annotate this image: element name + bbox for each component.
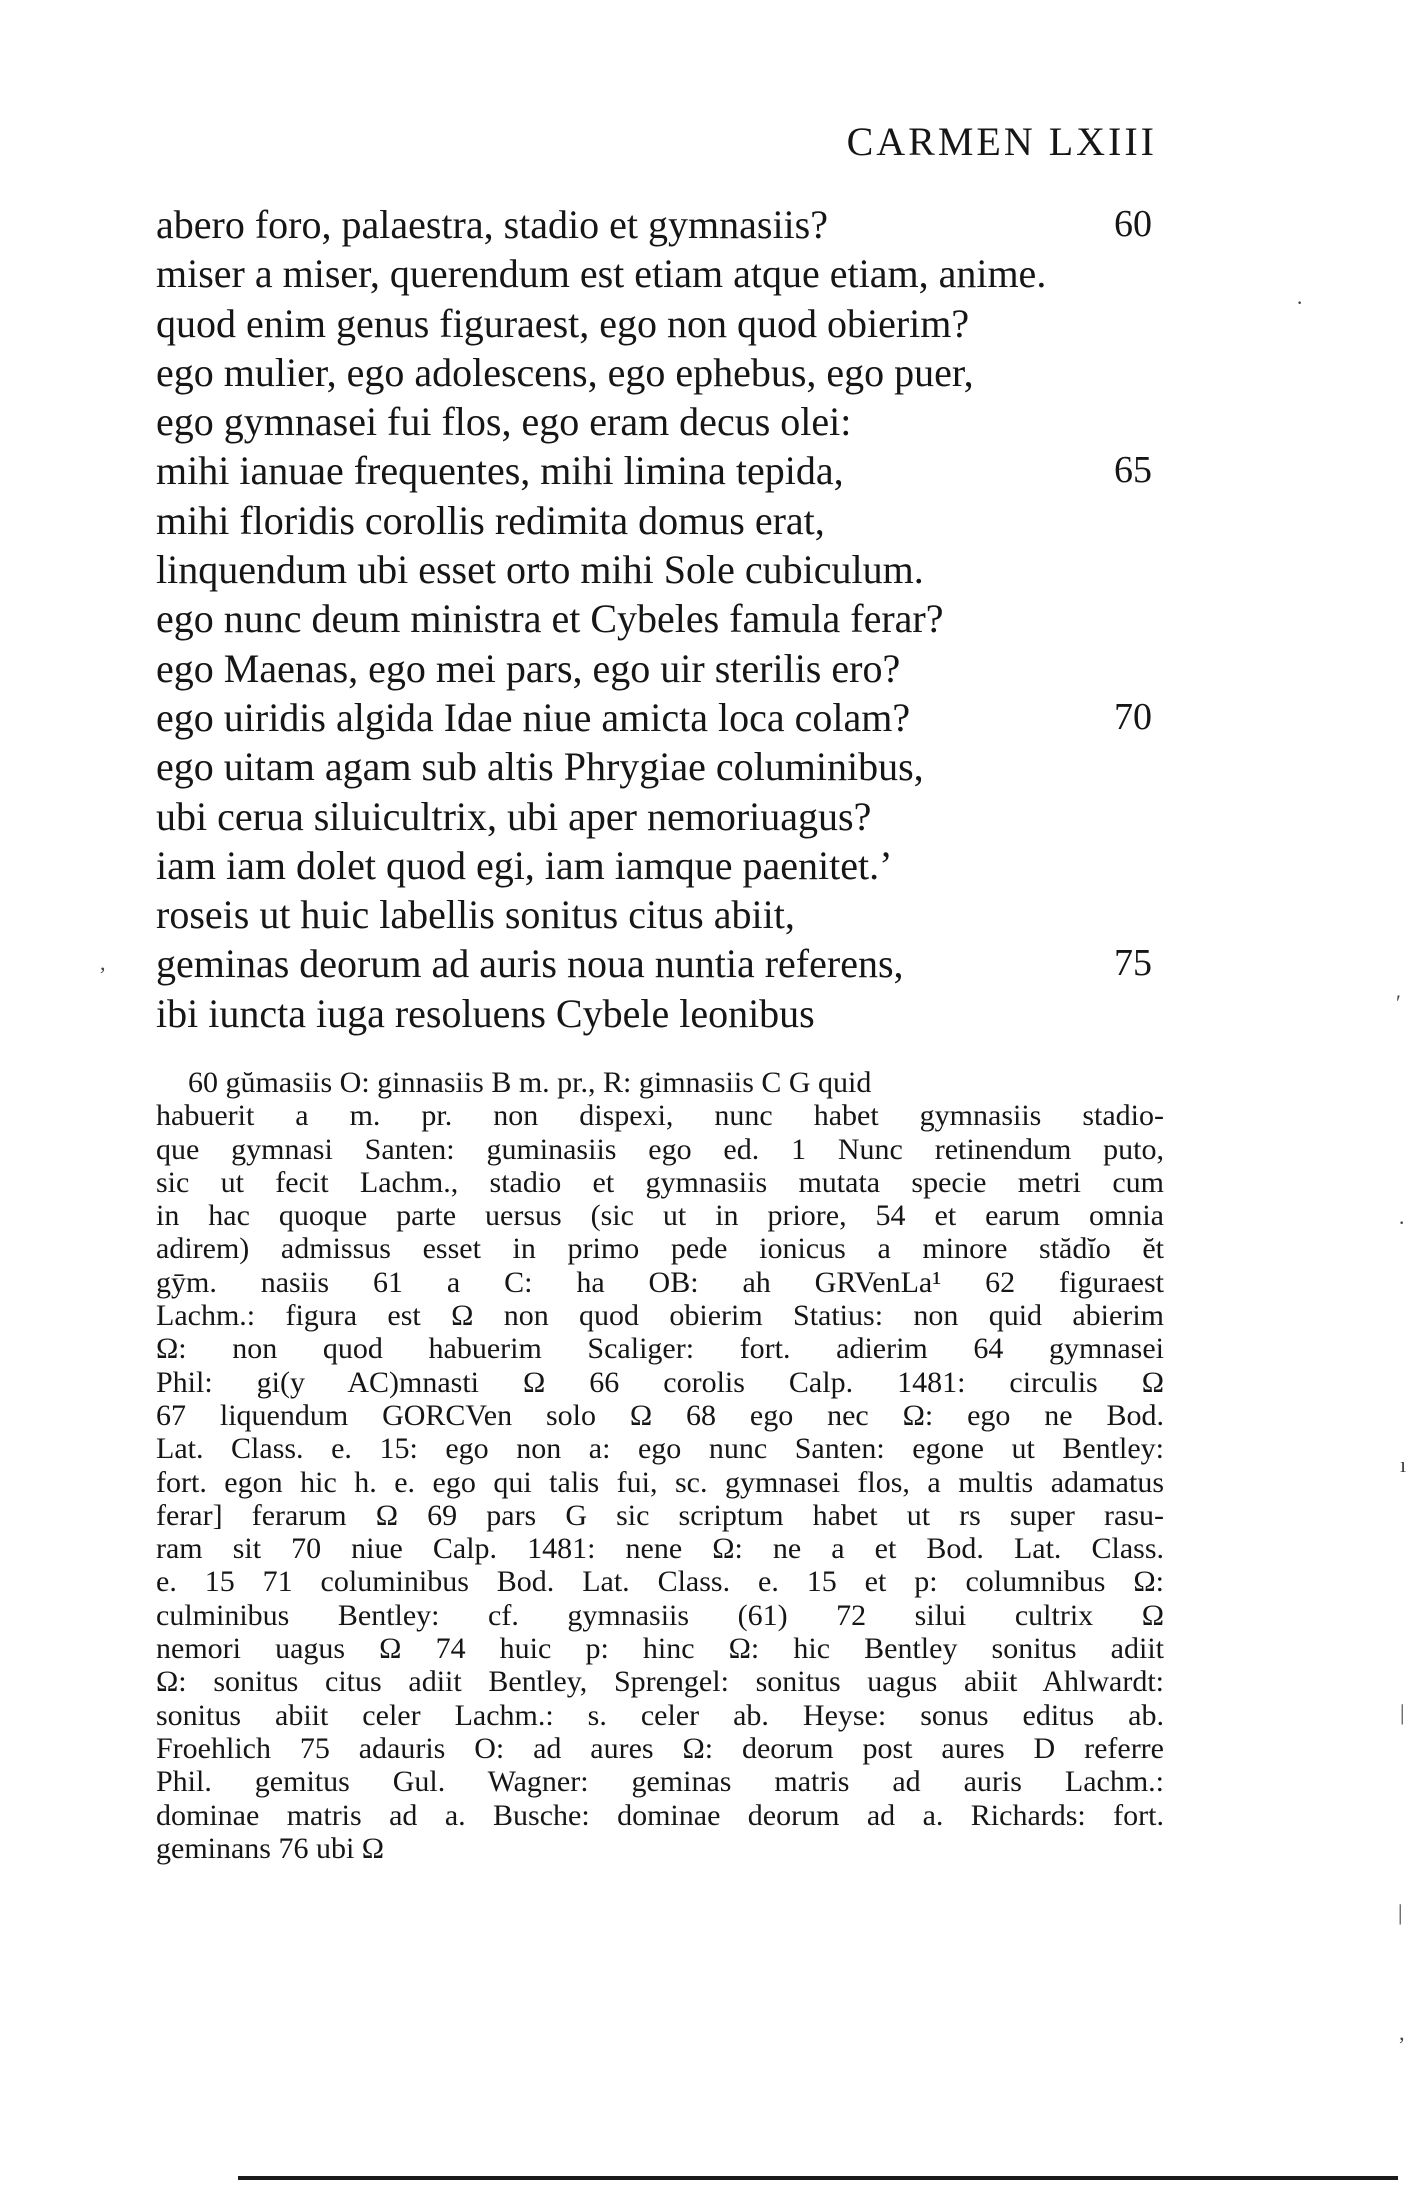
- poem-text: [156, 200, 1166, 1038]
- apparatus-line: gȳm. nasiis 61 a C: ha OB: ah GRVenLa¹ 62 figuraest: [156, 1265, 1164, 1299]
- verse-text: ego uitam agam sub altis Phrygiae columinibus,: [156, 744, 924, 790]
- verse-text: quod enim genus figuraest, ego non quod obierim?: [156, 300, 970, 346]
- apparatus-line: que gymnasi Santen: guminasiis ego ed. 1 Nunc retinendum puto,: [156, 1132, 1164, 1166]
- verse-line: [156, 644, 1166, 693]
- apparatus-line: Phil: gi(y AC)mnasti Ω 66 corolis Calp. 1481: circulis Ω: [156, 1365, 1164, 1399]
- apparatus-line: e. 15 71 columinibus Bod. Lat. Class. e. 15 et p: columnibus Ω:: [156, 1565, 1164, 1599]
- apparatus-line: geminans 76 ubi Ω: [156, 1831, 385, 1865]
- apparatus-line: Ω: sonitus citus adiit Bentley, Sprengel: sonitus uagus abiit Ahlwardt:: [156, 1665, 1164, 1699]
- apparatus-line: culminibus Bentley: cf. gymnasiis (61) 72 silui cultrix Ω: [156, 1598, 1164, 1632]
- apparatus-line: Lat. Class. e. 15: ego non a: ego nunc Santen: egone ut Bentley:: [156, 1432, 1164, 1466]
- apparatus-line: 60 gŭmasiis O: ginnasiis B m. pr., R: gimnasiis C G quid: [188, 1066, 872, 1099]
- verse-line: [156, 249, 1166, 298]
- scan-speck: ,: [100, 950, 106, 975]
- apparatus-line: dominae matris ad a. Busche: dominae deorum ad a. Richards: fort.: [156, 1798, 1164, 1832]
- running-header: CARMEN LXIII: [846, 119, 1157, 164]
- verse-line: [156, 299, 1166, 348]
- verse-text: abero foro, palaestra, stadio et gymnasiis?: [156, 202, 828, 247]
- apparatus-line: ram sit 70 niue Calp. 1481: nene Ω: ne a et Bod. Lat. Class.: [156, 1532, 1164, 1566]
- verse-line: [156, 989, 1166, 1038]
- apparatus-line: adirem) admissus esset in primo pede ionicus a minore stădĭo ĕt: [156, 1232, 1164, 1266]
- verse-line: [156, 348, 1166, 397]
- scan-speck: ı: [1400, 1452, 1407, 1477]
- apparatus-line: in hac quoque parte uersus (sic ut in priore, 54 et earum omnia: [156, 1199, 1164, 1233]
- verse-line: [156, 545, 1166, 594]
- verse-line: [156, 200, 1166, 249]
- verse-text: linquendum ubi esset orto mihi Sole cubiculum.: [156, 547, 924, 593]
- verse-line: [156, 594, 1166, 643]
- scan-speck: ·: [1398, 1210, 1406, 1235]
- verse-text: iam iam dolet quod egi, iam iamque paenitet.’: [156, 842, 893, 888]
- apparatus-line: Froehlich 75 adauris O: ad aures Ω: deorum post aures D referre: [156, 1731, 1164, 1765]
- verse-text: ego uiridis algida Idae niue amicta loca colam?: [156, 694, 911, 740]
- verse-text: mihi ianuae frequentes, mihi limina tepida,: [156, 448, 844, 494]
- apparatus-line: sonitus abiit celer Lachm.: s. celer ab. Heyse: sonus editus ab.: [156, 1698, 1164, 1732]
- verse-text: mihi floridis corollis redimita domus erat,: [156, 497, 825, 543]
- verse-line: [156, 742, 1166, 791]
- critical-apparatus: [156, 1066, 1164, 1865]
- scan-speck: |: [1398, 1900, 1403, 1925]
- verse-line: [156, 939, 1166, 988]
- verse-line: [156, 446, 1166, 495]
- line-number: 70: [1114, 695, 1152, 738]
- verse-text: ego Maenas, ego mei pars, ego uir sterilis ero?: [156, 645, 901, 691]
- page-bottom-rule: [238, 2176, 1398, 2180]
- scan-speck: ·: [1296, 290, 1304, 315]
- scan-speck: |: [1400, 1700, 1405, 1725]
- apparatus-line: Lachm.: figura est Ω non quod obierim Statius: non quid abierim: [156, 1299, 1164, 1333]
- scan-speck: ‚: [1398, 2020, 1406, 2045]
- verse-text: miser a miser, querendum est etiam atque etiam, anime.: [156, 251, 1047, 297]
- apparatus-line: ferar] ferarum Ω 69 pars G sic scriptum habet ut rs super rasu-: [156, 1498, 1164, 1532]
- verse-text: geminas deorum ad auris noua nuntia referens,: [156, 941, 904, 987]
- verse-line: [156, 890, 1166, 939]
- line-number: 75: [1114, 942, 1152, 985]
- line-number: 65: [1114, 449, 1152, 492]
- scan-speck: ′: [1396, 990, 1401, 1015]
- verse-line: [156, 693, 1166, 742]
- apparatus-line: sic ut fecit Lachm., stadio et gymnasiis mutata specie metri cum: [156, 1165, 1164, 1199]
- apparatus-line: Phil. gemitus Gul. Wagner: geminas matris ad auris Lachm.:: [156, 1765, 1164, 1799]
- verse-line: [156, 397, 1166, 446]
- apparatus-line: nemori uagus Ω 74 huic p: hinc Ω: hic Bentley sonitus adiit: [156, 1632, 1164, 1666]
- apparatus-line: 67 liquendum GORCVen solo Ω 68 ego nec Ω: ego ne Bod.: [156, 1398, 1164, 1432]
- verse-text: ubi cerua siluicultrix, ubi aper nemoriuagus?: [156, 793, 872, 839]
- verse-text: ego gymnasei fui flos, ego eram decus olei:: [156, 399, 852, 445]
- verse-text: ego mulier, ego adolescens, ego ephebus, ego puer,: [156, 349, 974, 395]
- verse-text: roseis ut huic labellis sonitus citus abiit,: [156, 892, 795, 938]
- apparatus-line: fort. egon hic h. e. ego qui talis fui, sc. gymnasei flos, a multis adamatus: [156, 1465, 1164, 1499]
- verse-text: ibi iuncta iuga resoluens Cybele leonibus: [156, 990, 815, 1036]
- verse-line: [156, 841, 1166, 890]
- verse-text: ego nunc deum ministra et Cybeles famula ferar?: [156, 596, 944, 642]
- apparatus-line: Ω: non quod habuerim Scaliger: fort. adierim 64 gymnasei: [156, 1332, 1164, 1366]
- line-number: 60: [1114, 203, 1152, 245]
- verse-line: [156, 792, 1166, 841]
- verse-line: [156, 496, 1166, 545]
- apparatus-line: habuerit a m. pr. non dispexi, nunc habet gymnasiis stadio-: [156, 1099, 1164, 1133]
